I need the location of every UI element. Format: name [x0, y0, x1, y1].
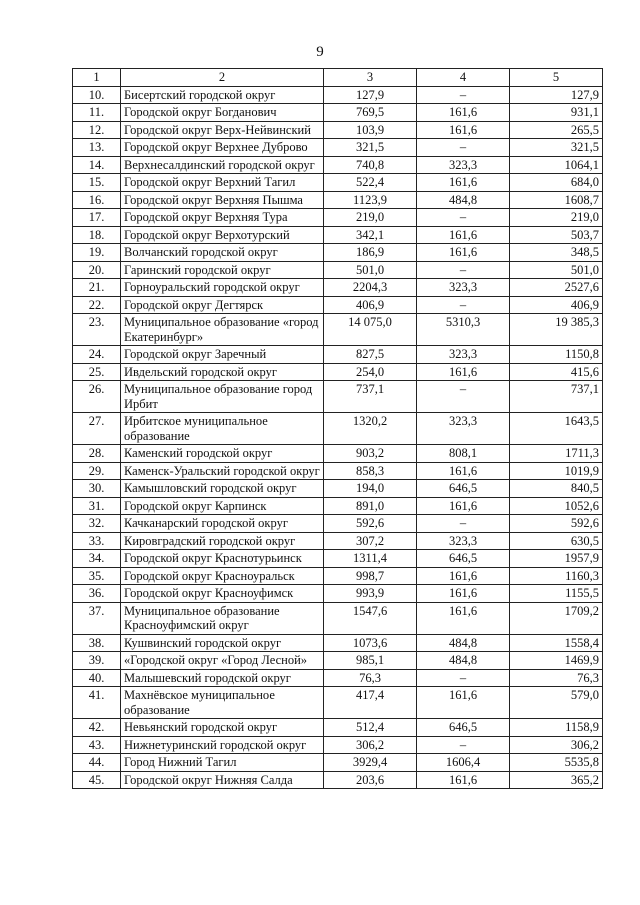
row-number-cell: 25. — [73, 363, 121, 381]
column-4-value-cell: – — [417, 296, 510, 314]
column-3-value-cell: 342,1 — [324, 226, 417, 244]
municipality-name-cell: Город Нижний Тагил — [121, 754, 324, 772]
column-3-value-cell: 769,5 — [324, 104, 417, 122]
header-cell-2: 2 — [121, 69, 324, 87]
column-4-value-cell: 808,1 — [417, 445, 510, 463]
table-row — [73, 652, 603, 670]
table-row — [73, 585, 603, 603]
column-5-value-cell: 579,0 — [510, 687, 603, 719]
row-number-cell: 26. — [73, 381, 121, 413]
row-number-cell: 38. — [73, 634, 121, 652]
table-row — [73, 634, 603, 652]
column-3-value-cell: 1320,2 — [324, 413, 417, 445]
table-row — [73, 244, 603, 262]
column-5-value-cell: 1150,8 — [510, 346, 603, 364]
row-number-cell: 45. — [73, 771, 121, 789]
column-4-value-cell: – — [417, 669, 510, 687]
column-5-value-cell: 503,7 — [510, 226, 603, 244]
column-5-value-cell: 1064,1 — [510, 156, 603, 174]
column-5-value-cell: 127,9 — [510, 86, 603, 104]
column-3-value-cell: 903,2 — [324, 445, 417, 463]
column-4-value-cell: – — [417, 209, 510, 227]
column-3-value-cell: 891,0 — [324, 497, 417, 515]
table-row — [73, 104, 603, 122]
row-number-cell: 16. — [73, 191, 121, 209]
table-row — [73, 86, 603, 104]
column-5-value-cell: 592,6 — [510, 515, 603, 533]
column-4-value-cell: 161,6 — [417, 585, 510, 603]
column-5-value-cell: 19 385,3 — [510, 314, 603, 346]
column-4-value-cell: 161,6 — [417, 687, 510, 719]
column-5-value-cell: 406,9 — [510, 296, 603, 314]
municipality-name-cell: Городской округ Верхотурский — [121, 226, 324, 244]
column-4-value-cell: 161,6 — [417, 567, 510, 585]
column-3-value-cell: 740,8 — [324, 156, 417, 174]
column-3-value-cell: 203,6 — [324, 771, 417, 789]
allocation-table — [72, 68, 603, 789]
table-row — [73, 261, 603, 279]
table-row — [73, 209, 603, 227]
table-row — [73, 567, 603, 585]
header-cell-1: 1 — [73, 69, 121, 87]
municipality-name-cell: Городской округ Верх-Нейвинский — [121, 121, 324, 139]
column-4-value-cell: 5310,3 — [417, 314, 510, 346]
municipality-name-cell: Горноуральский городской округ — [121, 279, 324, 297]
column-3-value-cell: 1123,9 — [324, 191, 417, 209]
row-number-cell: 17. — [73, 209, 121, 227]
table-row — [73, 497, 603, 515]
table-row — [73, 669, 603, 687]
municipality-name-cell: «Городской округ «Город Лесной» — [121, 652, 324, 670]
column-4-value-cell: 1606,4 — [417, 754, 510, 772]
column-4-value-cell: 484,8 — [417, 191, 510, 209]
row-number-cell: 40. — [73, 669, 121, 687]
column-5-value-cell: 5535,8 — [510, 754, 603, 772]
table-row — [73, 687, 603, 719]
row-number-cell: 23. — [73, 314, 121, 346]
municipality-name-cell: Городской округ Заречный — [121, 346, 324, 364]
column-4-value-cell: 323,3 — [417, 279, 510, 297]
column-3-value-cell: 592,6 — [324, 515, 417, 533]
row-number-cell: 34. — [73, 550, 121, 568]
column-3-value-cell: 306,2 — [324, 736, 417, 754]
column-3-value-cell: 858,3 — [324, 462, 417, 480]
table-row — [73, 515, 603, 533]
column-5-value-cell: 365,2 — [510, 771, 603, 789]
municipality-name-cell: Городской округ Верхняя Пышма — [121, 191, 324, 209]
row-number-cell: 27. — [73, 413, 121, 445]
column-5-value-cell: 501,0 — [510, 261, 603, 279]
column-4-value-cell: 161,6 — [417, 226, 510, 244]
column-3-value-cell: 827,5 — [324, 346, 417, 364]
table-header-row — [73, 69, 603, 87]
column-3-value-cell: 1073,6 — [324, 634, 417, 652]
municipality-name-cell: Каменск-Уральский городской округ — [121, 462, 324, 480]
column-5-value-cell: 1469,9 — [510, 652, 603, 670]
column-5-value-cell: 1052,6 — [510, 497, 603, 515]
column-4-value-cell: 646,5 — [417, 480, 510, 498]
column-5-value-cell: 321,5 — [510, 139, 603, 157]
row-number-cell: 28. — [73, 445, 121, 463]
column-5-value-cell: 1158,9 — [510, 719, 603, 737]
column-5-value-cell: 1957,9 — [510, 550, 603, 568]
municipality-name-cell: Городской округ Дегтярск — [121, 296, 324, 314]
column-4-value-cell: – — [417, 736, 510, 754]
column-3-value-cell: 522,4 — [324, 174, 417, 192]
column-4-value-cell: 646,5 — [417, 550, 510, 568]
column-3-value-cell: 219,0 — [324, 209, 417, 227]
municipality-name-cell: Муниципальное образование «город Екатеринбург» — [121, 314, 324, 346]
column-3-value-cell: 1547,6 — [324, 602, 417, 634]
column-5-value-cell: 265,5 — [510, 121, 603, 139]
table-row — [73, 445, 603, 463]
table-row — [73, 602, 603, 634]
municipality-name-cell: Городской округ Верхнее Дуброво — [121, 139, 324, 157]
column-4-value-cell: 323,3 — [417, 413, 510, 445]
table-row — [73, 314, 603, 346]
column-4-value-cell: 323,3 — [417, 532, 510, 550]
table-row — [73, 719, 603, 737]
header-cell-3: 3 — [324, 69, 417, 87]
table-row — [73, 363, 603, 381]
column-3-value-cell: 3929,4 — [324, 754, 417, 772]
column-3-value-cell: 993,9 — [324, 585, 417, 603]
column-5-value-cell: 1160,3 — [510, 567, 603, 585]
row-number-cell: 39. — [73, 652, 121, 670]
column-4-value-cell: – — [417, 86, 510, 104]
row-number-cell: 10. — [73, 86, 121, 104]
column-3-value-cell: 406,9 — [324, 296, 417, 314]
column-3-value-cell: 307,2 — [324, 532, 417, 550]
column-5-value-cell: 219,0 — [510, 209, 603, 227]
column-3-value-cell: 194,0 — [324, 480, 417, 498]
municipality-name-cell: Муниципальное образование Красноуфимский округ — [121, 602, 324, 634]
column-3-value-cell: 985,1 — [324, 652, 417, 670]
table-row — [73, 121, 603, 139]
municipality-name-cell: Гаринский городской округ — [121, 261, 324, 279]
municipality-name-cell: Муниципальное образование город Ирбит — [121, 381, 324, 413]
municipality-name-cell: Малышевский городской округ — [121, 669, 324, 687]
column-3-value-cell: 76,3 — [324, 669, 417, 687]
row-number-cell: 24. — [73, 346, 121, 364]
column-5-value-cell: 348,5 — [510, 244, 603, 262]
column-4-value-cell: 161,6 — [417, 462, 510, 480]
table-row — [73, 139, 603, 157]
header-cell-5: 5 — [510, 69, 603, 87]
table-row — [73, 226, 603, 244]
column-4-value-cell: 323,3 — [417, 156, 510, 174]
row-number-cell: 42. — [73, 719, 121, 737]
column-5-value-cell: 1558,4 — [510, 634, 603, 652]
row-number-cell: 44. — [73, 754, 121, 772]
column-5-value-cell: 1019,9 — [510, 462, 603, 480]
municipality-name-cell: Камышловский городской округ — [121, 480, 324, 498]
column-5-value-cell: 76,3 — [510, 669, 603, 687]
column-4-value-cell: 484,8 — [417, 634, 510, 652]
municipality-name-cell: Бисертский городской округ — [121, 86, 324, 104]
municipality-name-cell: Качканарский городской округ — [121, 515, 324, 533]
municipality-name-cell: Городской округ Краснотурьинск — [121, 550, 324, 568]
column-4-value-cell: 161,6 — [417, 363, 510, 381]
table-row — [73, 413, 603, 445]
column-3-value-cell: 186,9 — [324, 244, 417, 262]
column-4-value-cell: 646,5 — [417, 719, 510, 737]
table-row — [73, 550, 603, 568]
municipality-name-cell: Городской округ Нижняя Салда — [121, 771, 324, 789]
municipality-name-cell: Махнёвское муниципальное образование — [121, 687, 324, 719]
column-4-value-cell: – — [417, 381, 510, 413]
column-4-value-cell: 161,6 — [417, 602, 510, 634]
column-4-value-cell: – — [417, 139, 510, 157]
municipality-name-cell: Городской округ Красноуфимск — [121, 585, 324, 603]
municipality-name-cell: Каменский городской округ — [121, 445, 324, 463]
table-row — [73, 156, 603, 174]
table-row — [73, 532, 603, 550]
column-3-value-cell: 321,5 — [324, 139, 417, 157]
row-number-cell: 14. — [73, 156, 121, 174]
row-number-cell: 36. — [73, 585, 121, 603]
table-row — [73, 754, 603, 772]
row-number-cell: 35. — [73, 567, 121, 585]
column-3-value-cell: 501,0 — [324, 261, 417, 279]
column-3-value-cell: 998,7 — [324, 567, 417, 585]
column-4-value-cell: 161,6 — [417, 497, 510, 515]
row-number-cell: 21. — [73, 279, 121, 297]
column-3-value-cell: 103,9 — [324, 121, 417, 139]
header-cell-4: 4 — [417, 69, 510, 87]
column-4-value-cell: 323,3 — [417, 346, 510, 364]
column-5-value-cell: 684,0 — [510, 174, 603, 192]
column-5-value-cell: 1155,5 — [510, 585, 603, 603]
column-5-value-cell: 415,6 — [510, 363, 603, 381]
row-number-cell: 29. — [73, 462, 121, 480]
column-3-value-cell: 254,0 — [324, 363, 417, 381]
table-row — [73, 346, 603, 364]
row-number-cell: 41. — [73, 687, 121, 719]
table-row — [73, 174, 603, 192]
municipality-name-cell: Городской округ Верхняя Тура — [121, 209, 324, 227]
municipality-name-cell: Ирбитское муниципальное образование — [121, 413, 324, 445]
municipality-name-cell: Городской округ Богданович — [121, 104, 324, 122]
column-5-value-cell: 737,1 — [510, 381, 603, 413]
municipality-name-cell: Ивдельский городской округ — [121, 363, 324, 381]
row-number-cell: 30. — [73, 480, 121, 498]
municipality-name-cell: Верхнесалдинский городской округ — [121, 156, 324, 174]
row-number-cell: 22. — [73, 296, 121, 314]
page-number: 9 — [316, 44, 324, 60]
table-row — [73, 462, 603, 480]
row-number-cell: 20. — [73, 261, 121, 279]
row-number-cell: 33. — [73, 532, 121, 550]
row-number-cell: 43. — [73, 736, 121, 754]
municipality-name-cell: Городской округ Карпинск — [121, 497, 324, 515]
row-number-cell: 11. — [73, 104, 121, 122]
municipality-name-cell: Городской округ Красноуральск — [121, 567, 324, 585]
column-4-value-cell: 161,6 — [417, 244, 510, 262]
table-row — [73, 191, 603, 209]
column-5-value-cell: 630,5 — [510, 532, 603, 550]
table-row — [73, 480, 603, 498]
row-number-cell: 32. — [73, 515, 121, 533]
column-3-value-cell: 14 075,0 — [324, 314, 417, 346]
column-5-value-cell: 1711,3 — [510, 445, 603, 463]
row-number-cell: 19. — [73, 244, 121, 262]
column-5-value-cell: 1608,7 — [510, 191, 603, 209]
row-number-cell: 12. — [73, 121, 121, 139]
column-3-value-cell: 127,9 — [324, 86, 417, 104]
municipality-name-cell: Кировградский городской округ — [121, 532, 324, 550]
column-5-value-cell: 931,1 — [510, 104, 603, 122]
table-row — [73, 736, 603, 754]
row-number-cell: 15. — [73, 174, 121, 192]
column-3-value-cell: 417,4 — [324, 687, 417, 719]
table-row — [73, 296, 603, 314]
column-4-value-cell: 161,6 — [417, 174, 510, 192]
column-3-value-cell: 512,4 — [324, 719, 417, 737]
column-4-value-cell: 161,6 — [417, 121, 510, 139]
municipality-name-cell: Кушвинский городской округ — [121, 634, 324, 652]
table-row — [73, 381, 603, 413]
table-row — [73, 771, 603, 789]
column-3-value-cell: 737,1 — [324, 381, 417, 413]
column-4-value-cell: – — [417, 261, 510, 279]
municipality-name-cell: Волчанский городской округ — [121, 244, 324, 262]
municipality-name-cell: Нижнетуринский городской округ — [121, 736, 324, 754]
column-3-value-cell: 1311,4 — [324, 550, 417, 568]
column-5-value-cell: 306,2 — [510, 736, 603, 754]
column-4-value-cell: 161,6 — [417, 104, 510, 122]
column-4-value-cell: 484,8 — [417, 652, 510, 670]
column-5-value-cell: 1709,2 — [510, 602, 603, 634]
row-number-cell: 13. — [73, 139, 121, 157]
municipality-name-cell: Невьянский городской округ — [121, 719, 324, 737]
row-number-cell: 37. — [73, 602, 121, 634]
column-5-value-cell: 840,5 — [510, 480, 603, 498]
column-4-value-cell: 161,6 — [417, 771, 510, 789]
column-3-value-cell: 2204,3 — [324, 279, 417, 297]
column-5-value-cell: 2527,6 — [510, 279, 603, 297]
row-number-cell: 18. — [73, 226, 121, 244]
row-number-cell: 31. — [73, 497, 121, 515]
column-5-value-cell: 1643,5 — [510, 413, 603, 445]
column-4-value-cell: – — [417, 515, 510, 533]
municipality-name-cell: Городской округ Верхний Тагил — [121, 174, 324, 192]
table-row — [73, 279, 603, 297]
